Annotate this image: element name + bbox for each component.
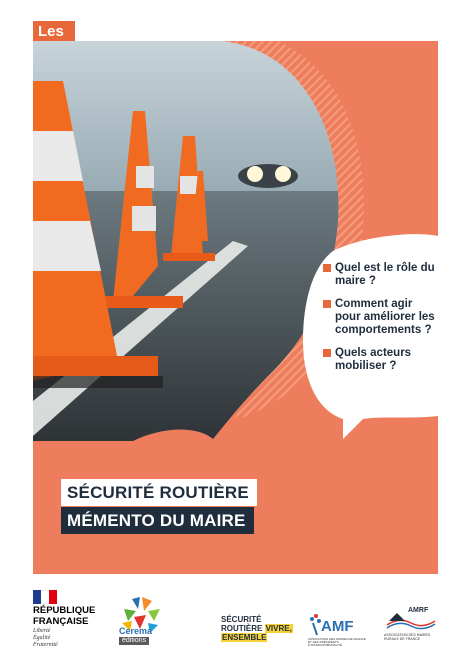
- cerema-name: Cerema: [119, 626, 153, 636]
- collection-label-line1: Les: [38, 23, 64, 40]
- republique-francaise-logo: [33, 605, 95, 627]
- srve-line2b: VIVRE,: [265, 624, 292, 633]
- motto-egalite: Égalité: [33, 635, 51, 641]
- republique-line2: FRANÇAISE: [33, 616, 89, 627]
- collection-badge: [33, 21, 75, 43]
- title-line1: SÉCURITÉ ROUTIÈRE: [61, 479, 257, 506]
- bullet-square-icon: [323, 349, 331, 357]
- republique-motto: [33, 628, 58, 649]
- bullet-square-icon: [323, 264, 331, 272]
- question-item: [323, 262, 435, 288]
- republique-line1: RÉPUBLIQUE: [33, 605, 96, 616]
- question-item: [323, 347, 435, 373]
- question-text: Quels acteurs mobiliser ?: [335, 347, 412, 372]
- motto-liberte: Liberté: [33, 628, 51, 634]
- partner-logos: [0, 585, 467, 663]
- cerema-editions: éditions: [119, 637, 149, 645]
- question-text: Quel est le rôle du maire ?: [335, 262, 435, 287]
- amrf-subtitle: ASSOCIATION DES MAIRES RURAUX DE FRANCE: [384, 633, 431, 641]
- motto-fraternite: Fraternité: [33, 642, 58, 648]
- french-flag-icon: [33, 590, 57, 604]
- securite-routiere-logo: [221, 615, 293, 642]
- amf-name: AMF: [321, 618, 354, 635]
- question-item: [323, 298, 435, 337]
- bullet-square-icon: [323, 300, 331, 308]
- question-text: Comment agir pour améliorer les comportements ?: [335, 298, 435, 336]
- amrf-name: AMRF: [408, 607, 429, 614]
- srve-line1: SÉCURITÉ: [221, 615, 262, 624]
- title-line2: MÉMENTO DU MAIRE: [61, 507, 254, 534]
- question-list: [323, 262, 435, 383]
- srve-line3: ENSEMBLE: [222, 633, 267, 642]
- srve-line2a: ROUTIÈRE: [221, 624, 263, 633]
- amf-subtitle: ASSOCIATION DES MAIRES DE FRANCE ET DES PRÉSIDENTS D'INTERCOMMUNALITÉ: [308, 637, 366, 647]
